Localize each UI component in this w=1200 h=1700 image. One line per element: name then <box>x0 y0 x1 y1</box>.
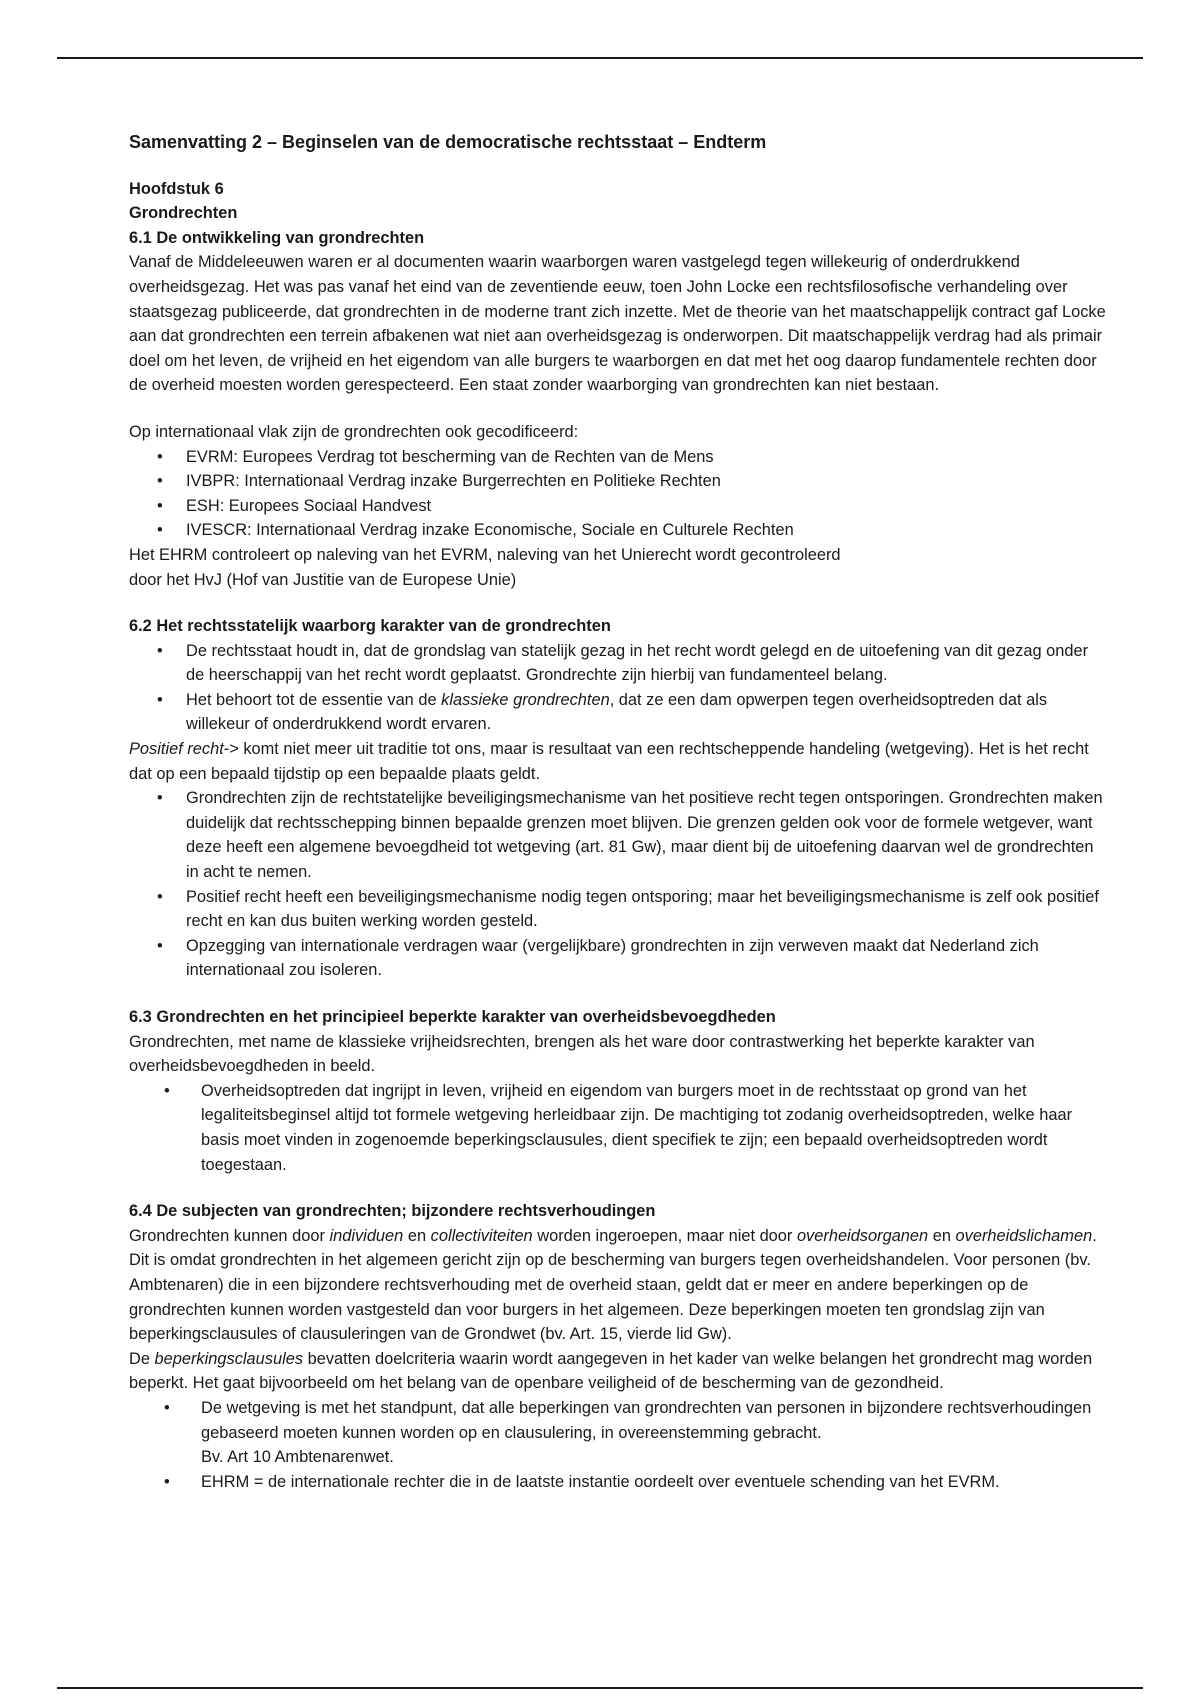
section-paragraph: Grondrechten, met name de klassieke vrijheidsrechten, brengen als het ware door contrastwerking het beperkte karakter van overheidsbevoegdheden in beeld. <box>129 1032 1035 1076</box>
footer-rule <box>57 1687 1143 1689</box>
section-paragraph: Vanaf de Middeleeuwen waren er al documenten waarin waarborgen waren vastgelegd tegen willekeurig of onderdrukkend overheidsgezag. Het was pas vanaf het eind van de zeventiende eeuw, toen John Locke een rechtsfilosofische verhandeling over staatsgezag publiceerde, dat grondrechten in de moderne trant zich inzette. Met de theorie van het maatschappelijk contract gaf Locke aan dat grondrechten een terrein afbakenen wat niet aan overheidsgezag is onderworpen. Dit maatschappelijk verdrag had als primair doel om het leven, de vrijheid en het eigendom van alle burgers te waarborgen en dat met het oog daarop fundamentele rechten door de overheid moesten worden gerespecteerd. Een staat zonder waarborging van grondrechten kan niet bestaan. <box>129 253 1106 395</box>
emphasis-text: overheidslichamen <box>955 1226 1093 1245</box>
section-heading-6-3: 6.3 Grondrechten en het principieel beperkte karakter van overheidsbevoegdheden <box>129 1008 776 1026</box>
list-item: • Opzegging van internationale verdragen waar (vergelijkbare) grondrechten in zijn verweven maakt dat Nederland zich internationaal zou isoleren. <box>129 934 1109 983</box>
header-rule <box>57 57 1143 59</box>
bullet-list <box>129 786 1109 983</box>
bullet-list <box>129 1079 1109 1177</box>
bullet-list <box>129 639 1109 737</box>
list-item <box>129 1396 1109 1470</box>
list-item: • Overheidsoptreden dat ingrijpt in leven, vrijheid en eigendom van burgers moet in de rechtsstaat op grond van het legaliteitsbeginsel altijd tot formele wetgeving herleidbaar zijn. De machtiging tot zodanig overheidsoptreden, welke haar basis moet vinden in zogenoemde beperkingsclausules, dient specifiek te zijn; een bepaald overheidsoptreden wordt toegestaan. <box>129 1079 1109 1177</box>
list-item: • Positief recht heeft een beveiligingsmechanisme nodig tegen ontsporing; maar het beveiligingsmechanisme is zelf ook positief recht en kan dus buiten werking worden gesteld. <box>129 885 1109 934</box>
inline-text: De <box>129 1349 155 1368</box>
inline-text: Bv. Art 10 Ambtenarenwet. <box>201 1448 394 1467</box>
inline-text: , dat ze een dam opwerpen tegen overheidsoptreden dat als willekeur of onderdrukkend wordt ervaren. <box>186 690 1048 734</box>
inline-text: en <box>928 1226 956 1245</box>
list-item <box>129 688 1109 737</box>
section-paragraph <box>129 1347 1109 1396</box>
list-item: • EVRM: Europees Verdrag tot bescherming van de Rechten van de Mens <box>129 445 1109 470</box>
inline-text: worden ingeroepen, maar niet door <box>532 1226 797 1245</box>
inline-text: -> komt niet meer uit traditie tot ons, maar is resultaat van een rechtscheppende handeling (wetgeving). Het is het recht dat op een bepaald tijdstip op een bepaalde plaats geldt. <box>129 740 1089 783</box>
emphasis-text: collectiviteiten <box>430 1226 533 1245</box>
control-line-1: Het EHRM controleert op naleving van het EVRM, naleving van het Unierecht wordt gecontroleerd <box>129 545 841 564</box>
list-item: • ESH: Europees Sociaal Handvest <box>129 494 1109 519</box>
list-item: • IVBPR: Internationaal Verdrag inzake Burgerrechten en Politieke Rechten <box>129 469 1109 494</box>
emphasis-text: individuen <box>329 1226 404 1245</box>
treaty-list <box>129 445 1109 543</box>
inline-text: . Dit is omdat grondrechten in het algemeen gericht zijn op de bescherming van burgers tegen overheidshandelen. Voor personen (bv. Ambtenaren) die in een bijzondere rechtsverhouding met de overheid staan, geldt dat er meer en andere beperkingen op de grondrechten kunnen worden vastgesteld dan voor burgers in het algemeen. Deze beperkingen moeten ten grondslag zijn van beperkingsclausules of clausuleringen van de Grondwet (bv. Art. 15, vierde lid Gw). <box>129 1226 1097 1344</box>
list-item: • Grondrechten zijn de rechtstatelijke beveiligingsmechanisme van het positieve recht tegen ontsporingen. Grondrechten maken duidelijk dat rechtsschepping binnen bepaalde grenzen moet blijven. Die grenzen gelden ook voor de formele wetgever, want deze heeft een algemene bevoegdheid tot wetgeving (art. 81 Gw), maar dient bij de uitoefening daarvan wel de grondrechten in acht te nemen. <box>129 786 1109 884</box>
inline-text: Grondrechten kunnen door <box>129 1226 330 1245</box>
inline-text: Het behoort tot de essentie van de <box>186 690 442 709</box>
section-heading-6-2: 6.2 Het rechtsstatelijk waarborg karakter van de grondrechten <box>129 617 611 636</box>
inline-text: en <box>403 1226 431 1245</box>
bullet-list <box>129 1396 1109 1494</box>
chapter-topic: Grondrechten <box>129 204 238 223</box>
chapter-heading: Hoofdstuk 6 <box>129 179 224 198</box>
emphasis-text: beperkingsclausules <box>154 1349 304 1368</box>
section-paragraph <box>129 1224 1109 1347</box>
inline-text: De wetgeving is met het standpunt, dat alle beperkingen van grondrechten van personen in bijzondere rechtsverhoudingen gebaseerd moeten kunnen worden op en clausulering, in overeenstemming gebracht. <box>201 1398 1092 1442</box>
emphasis-text: overheidsorganen <box>796 1226 929 1245</box>
inline-text: bevatten doelcriteria waarin wordt aangegeven in het kader van welke belangen het grondrecht mag worden beperkt. Het gaat bijvoorbeeld om het belang van de openbare veiligheid of de bescherming van de gezondheid. <box>129 1349 1093 1393</box>
control-line-2: door het HvJ (Hof van Justitie van de Europese Unie) <box>129 570 517 589</box>
intl-intro: Op internationaal vlak zijn de grondrechten ook gecodificeerd: <box>129 422 579 441</box>
list-item: • IVESCR: Internationaal Verdrag inzake Economische, Sociale en Culturele Rechten <box>129 518 1109 543</box>
emphasis-text: Positief recht <box>129 740 224 759</box>
list-item: • EHRM = de internationale rechter die in de laatste instantie oordeelt over eventuele schending van het EVRM. <box>129 1470 1109 1495</box>
document-title: Samenvatting 2 – Beginselen van de democratische rechtsstaat – Endterm <box>129 132 767 152</box>
section-heading-6-4: 6.4 De subjecten van grondrechten; bijzondere rechtsverhoudingen <box>129 1202 656 1221</box>
section-heading-6-1: 6.1 De ontwikkeling van grondrechten <box>129 228 425 247</box>
positive-law-paragraph <box>129 737 1109 786</box>
document-body <box>129 130 1109 1494</box>
emphasis-text: klassieke grondrechten <box>441 690 610 709</box>
list-item: • De rechtsstaat houdt in, dat de grondslag van statelijk gezag in het recht wordt gelegd en de uitoefening van dit gezag onder de heerschappij van het recht wordt geplaatst. Grondrechte zijn hierbij van fundamenteel belang. <box>129 639 1109 688</box>
